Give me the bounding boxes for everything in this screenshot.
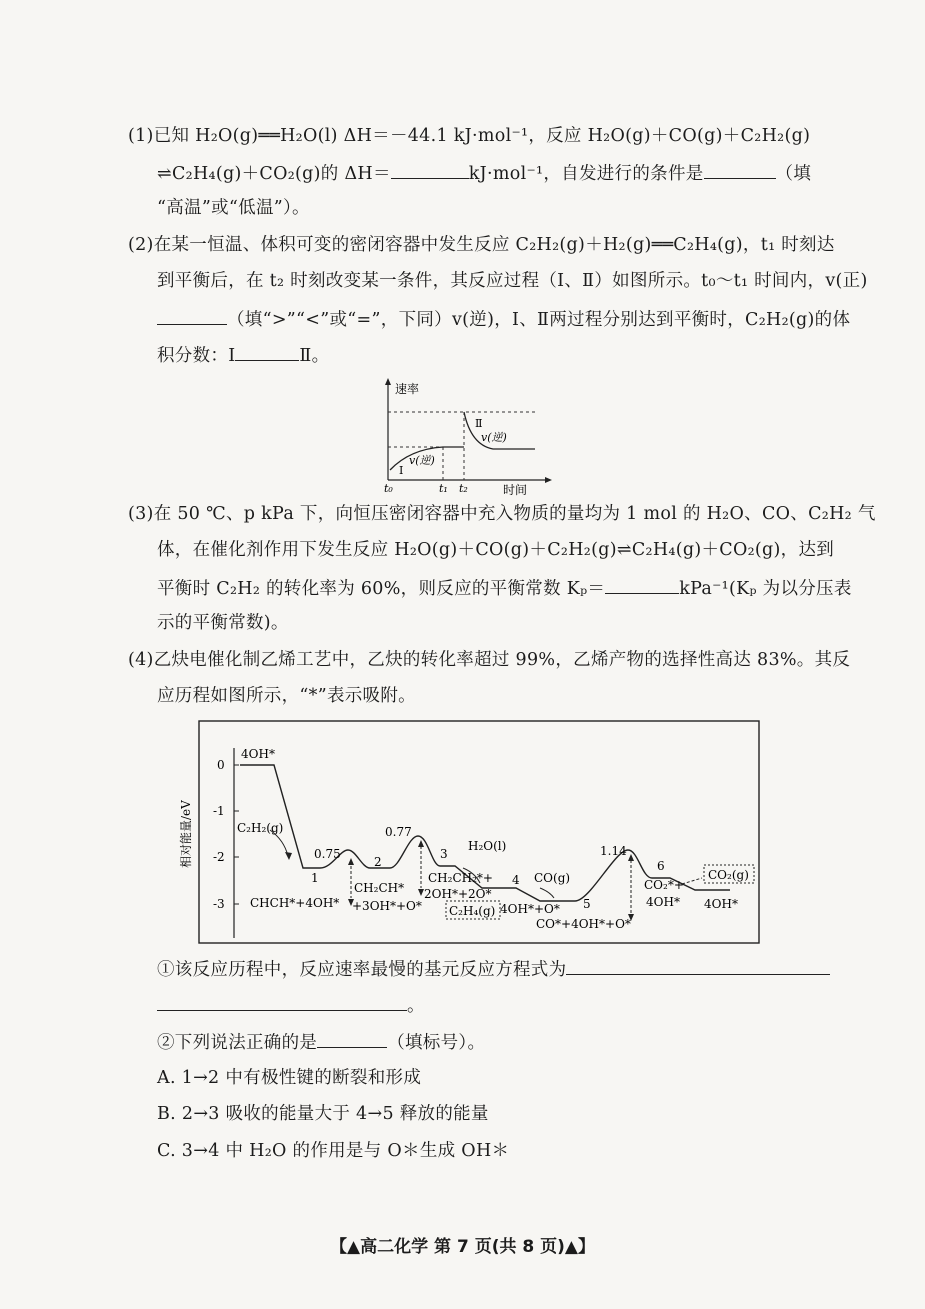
label-start: 4OH* [241,747,275,761]
sub2-line [157,1029,485,1055]
q4-line2: 应历程如图所示，“*”表示吸附。 [157,686,416,706]
rate-t0: t₀ [384,482,393,495]
rate-ylabel: 速率 [395,382,420,396]
q3-line1: (3)在 50 ℃、p kPa 下，向恒压密闭容器中充入物质的量均为 1 mol 的 H₂O、CO、C₂H₂ 气 [128,504,876,524]
label-co2ads-b: 4OH* [646,895,680,909]
blank-rate-compare[interactable] [157,306,227,325]
option-a: A. 1→2 中有极性键的断裂和形成 [157,1068,422,1088]
sub2-text: ②下列说法正确的是 [157,1033,318,1053]
energy-ytick-0: 0 [217,758,225,772]
q1-line1: (1)已知 H₂O(g)══H₂O(l) ΔH＝－44.1 kJ·mol⁻¹，反应 H₂O(g)＋CO(g)＋C₂H₂(g) [128,126,811,146]
label-co2ads-a: CO₂*+ [644,878,684,892]
arrow-up-icon [348,858,354,865]
label-ch2ch-a: CH₂CH* [354,881,405,895]
label-ch2ch-b: +3OH*+O* [352,899,422,913]
q3-line3 [157,575,852,601]
energy-ylabel: 相对能量/eV [179,800,193,868]
label-ch2ch2-b: 2OH*+2O* [424,887,492,901]
rate-t1: t₁ [439,482,448,495]
energy-ytick-2: -2 [213,850,225,864]
label-ts1: 0.75 [314,847,341,861]
label-step-6: 6 [657,859,665,873]
q1-line2-c: （填 [775,164,812,184]
energy-ytick-3: -3 [213,897,225,911]
co-arrow [540,888,554,898]
arrow-icon [285,852,292,860]
blank-kp[interactable] [605,575,679,594]
rate-xlabel: 时间 [503,483,528,497]
blank-spontaneous-condition[interactable] [704,160,776,179]
option-b: B. 2→3 吸收的能量大于 4→5 释放的能量 [157,1104,489,1124]
q1-line2 [157,160,811,186]
co2-arrow [682,878,702,884]
rate-v-rev-1: v(逆) [409,454,435,467]
sub1-end: 。 [407,996,425,1016]
label-oh4o: 4OH*+O* [500,902,560,916]
label-step-4: 4 [512,873,520,887]
label-co2g: CO₂(g) [708,868,749,882]
label-end: 4OH* [704,897,738,911]
option-c: C. 3→4 中 H₂O 的作用是与 O＊生成 OH＊ [157,1141,510,1161]
q2-line4 [157,342,329,368]
sub1-line1 [157,956,830,982]
arrow-up-icon [418,840,424,847]
rate-v-rev-2: v(逆) [481,431,507,444]
blank-slowest-step-cont[interactable] [157,992,407,1011]
q3-line4: 示的平衡常数)。 [157,613,289,633]
rate-label-II: Ⅱ [475,417,483,430]
label-ts2: 0.77 [385,825,412,839]
label-c2h2: C₂H₂(g) [237,821,284,835]
q3-line3-b: kPa⁻¹(Kₚ 为以分压表 [679,579,852,599]
label-coads: CO*+4OH*+O* [536,917,631,931]
q1-line2-a: ⇌C₂H₄(g)＋CO₂(g)的 ΔH＝ [157,164,391,184]
rate-y-arrow-icon [385,378,391,385]
label-step-1: 1 [311,871,319,885]
label-co: CO(g) [534,871,571,885]
label-chch: CHCH*+4OH* [250,896,340,910]
energy-profile-chart [170,718,770,948]
label-h2o: H₂O(l) [468,839,507,853]
q1-line3: “高温”或“低温”）。 [157,198,310,218]
sub2-end: （填标号）。 [387,1033,486,1053]
sub1-text: ①该反应历程中，反应速率最慢的基元反应方程式为 [157,960,567,980]
label-ts3: 1.14 [600,844,627,858]
rate-x-arrow-icon [545,477,552,483]
blank-correct-option[interactable] [317,1029,387,1048]
q2-line1: (2)在某一恒温、体积可变的密闭容器中发生反应 C₂H₂(g)＋H₂(g)══C₂H₄(g)，t₁ 时刻达 [128,235,835,255]
blank-slowest-step[interactable] [566,956,830,975]
blank-delta-h[interactable] [391,160,469,179]
page-footer: 【▲高二化学 第 7 页(共 8 页)▲】 [330,1237,595,1257]
q1-line2-b: kJ·mol⁻¹，自发进行的条件是 [468,164,704,184]
q2-line4-a: 积分数：Ⅰ [157,346,236,366]
q3-line3-a: 平衡时 C₂H₂ 的转化率为 60%，则反应的平衡常数 Kₚ＝ [157,579,606,599]
rate-t2: t₂ [459,482,468,495]
q2-line4-b: Ⅱ。 [299,346,330,366]
q2-line3 [157,306,850,332]
q3-line2: 体，在催化剂作用下发生反应 H₂O(g)＋CO(g)＋C₂H₂(g)⇌C₂H₄(g)＋CO₂(g)，达到 [157,540,835,560]
energy-ytick-1: -1 [213,804,225,818]
q2-line2: 到平衡后，在 t₂ 时刻改变某一条件，其反应过程（Ⅰ、Ⅱ）如图所示。t₀～t₁ 时间内，v(正) [157,271,868,291]
q2-line3-text: （填“>”“<”或“=”，下同）v(逆)，Ⅰ、Ⅱ两过程分别达到平衡时，C₂H₂(g)的体 [227,310,851,330]
blank-volume-fraction[interactable] [235,342,299,361]
rate-label-I: Ⅰ [399,464,404,477]
label-step-2: 2 [374,855,382,869]
label-step-3: 3 [440,847,448,861]
arrow-up-icon [628,854,634,861]
q4-line1: (4)乙炔电催化制乙烯工艺中，乙炔的转化率超过 99%，乙烯产物的选择性高达 83%。其反 [128,650,851,670]
label-step-5: 5 [583,897,591,911]
label-ch2ch2-a: CH₂CH₂*+ [428,871,493,885]
sub1-line2 [157,992,425,1018]
label-c2h4: C₂H₄(g) [449,904,496,918]
rate-time-chart [375,375,555,500]
